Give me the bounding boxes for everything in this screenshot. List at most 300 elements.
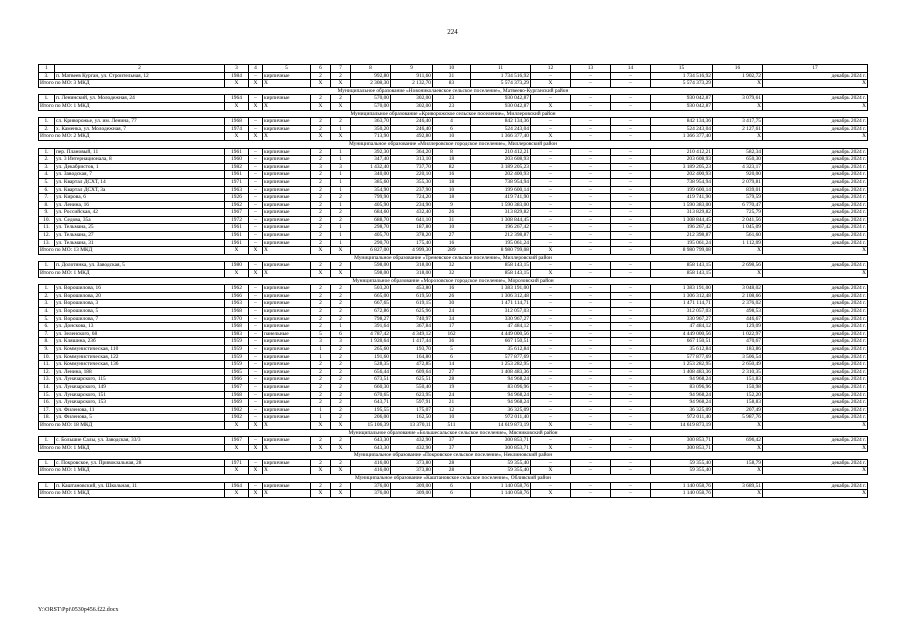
table-cell: кирпичные — [263, 345, 311, 353]
table-cell: – — [611, 148, 651, 156]
table-row — [39, 300, 868, 308]
total-row — [39, 490, 868, 498]
table-cell: 15. — [39, 391, 55, 399]
table-cell: 13. — [39, 376, 55, 384]
table-cell: 1 902,72 — [713, 72, 763, 80]
table-cell: 2 — [311, 148, 331, 156]
table-cell: 2 — [311, 437, 331, 445]
column-number-cell: 5 — [263, 65, 311, 73]
table-cell: 31 — [433, 72, 471, 80]
column-number-cell: 10 — [433, 65, 471, 73]
table-cell: 26 — [433, 209, 471, 217]
table-cell: 28 — [433, 376, 471, 384]
table-cell: ул. Декабристов, 1 — [55, 163, 225, 171]
table-cell: – — [611, 209, 651, 217]
table-cell: 673,51 — [351, 376, 391, 384]
table-cell: ул. Луначарского, 151 — [55, 391, 225, 399]
table-cell: 385,60 — [351, 178, 391, 186]
table-cell: 2 — [331, 353, 351, 361]
table-cell: 202 400,93 — [471, 171, 531, 179]
table-cell: 2 — [311, 156, 331, 164]
table-cell: – — [611, 194, 651, 202]
table-cell: 31 — [433, 216, 471, 224]
table-cell: 2 — [331, 368, 351, 376]
table-cell: декабрь 2024 г. — [763, 163, 868, 171]
table-cell: – — [571, 406, 611, 414]
table-cell: – — [571, 247, 611, 255]
table-cell: – — [611, 399, 651, 407]
table-cell: – — [571, 232, 611, 240]
table-cell: 1959 — [225, 353, 249, 361]
column-number-cell: 6 — [311, 65, 331, 73]
table-cell: – — [611, 95, 651, 103]
table-cell: 5 987,76 — [713, 414, 763, 422]
table-cell: 972 011,40 — [651, 414, 713, 422]
table-cell: – — [611, 330, 651, 338]
table-cell: кирпичные — [263, 292, 311, 300]
table-cell: – — [531, 391, 571, 399]
table-cell: 4 349,12 — [391, 330, 433, 338]
table-cell: 16 — [433, 239, 471, 247]
table-cell: 175,07 — [391, 406, 433, 414]
total-label-cell: Итого по МО: 18 МКД — [39, 421, 225, 429]
table-cell: 524 243,04 — [651, 125, 713, 133]
table-cell: пер. Плановый, 11 — [55, 148, 225, 156]
table-cell: 1926 — [225, 194, 249, 202]
table-cell: 364,20 — [391, 148, 433, 156]
table-cell: 839,01 — [713, 186, 763, 194]
table-cell: 5 574 373,29 — [471, 80, 531, 88]
table-cell: 1 408 483,36 — [651, 368, 713, 376]
table-cell: 3 417,75 — [713, 118, 763, 126]
table-cell: – — [571, 270, 611, 278]
table-cell: кирпичные — [263, 232, 311, 240]
table-cell: кирпичные — [263, 224, 311, 232]
table-cell: 524 243,04 — [471, 125, 531, 133]
section-heading-row — [39, 452, 868, 460]
table-cell: X — [263, 421, 311, 429]
table-cell: кирпичные — [263, 323, 311, 331]
table-cell: 419 741,90 — [651, 194, 713, 202]
table-cell: 2 — [331, 209, 351, 217]
table-cell: 1959 — [225, 361, 249, 369]
table-cell: 3. — [39, 300, 55, 308]
table-cell: кирпичные — [263, 414, 311, 422]
table-row — [39, 209, 868, 217]
table-cell: – — [531, 216, 571, 224]
total-row — [39, 444, 868, 452]
table-cell: 2 — [311, 178, 331, 186]
table-cell: 8 980 799,08 — [471, 247, 531, 255]
table-cell: 2 — [311, 308, 331, 316]
table-cell: – — [611, 308, 651, 316]
table-cell: 391,64 — [351, 323, 391, 331]
table-cell: 37 — [433, 437, 471, 445]
table-cell: – — [571, 300, 611, 308]
table-cell: 6 — [433, 482, 471, 490]
table-cell: 2 — [311, 361, 331, 369]
table-cell: X — [331, 467, 351, 475]
table-cell: – — [571, 459, 611, 467]
table-cell: кирпичные — [263, 178, 311, 186]
table-cell: 405,90 — [351, 201, 391, 209]
table-cell: – — [571, 338, 611, 346]
table-cell: 94 968,24 — [651, 391, 713, 399]
table-cell: – — [531, 308, 571, 316]
table-cell: – — [249, 406, 263, 414]
table-cell: 220,10 — [391, 171, 433, 179]
table-cell: 740,97 — [391, 315, 433, 323]
table-cell: ул. Коммунистическая, 136 — [55, 361, 225, 369]
table-cell: декабрь 2024 г. — [763, 148, 868, 156]
table-cell: X — [763, 467, 868, 475]
housing-register-table — [38, 64, 868, 498]
table-cell: 199 600,14 — [651, 186, 713, 194]
table-cell: X — [311, 247, 331, 255]
column-number-cell: 12 — [531, 65, 571, 73]
table-cell: 2 — [311, 482, 331, 490]
table-cell: кирпичные — [263, 482, 311, 490]
table-cell: – — [571, 345, 611, 353]
table-cell: 5 — [433, 345, 471, 353]
table-cell: – — [531, 209, 571, 217]
table-cell: 432,40 — [391, 209, 433, 217]
table-cell: 16. — [39, 399, 55, 407]
table-cell: X — [331, 247, 351, 255]
table-cell: 930 042,87 — [471, 102, 531, 110]
table-cell: – — [249, 300, 263, 308]
table-cell: – — [531, 262, 571, 270]
table-cell: 36 — [433, 338, 471, 346]
table-cell: – — [611, 383, 651, 391]
table-cell: – — [531, 353, 571, 361]
table-cell: 9. — [39, 209, 55, 217]
table-cell: 23 — [433, 102, 471, 110]
table-cell: – — [571, 467, 611, 475]
table-cell: X — [311, 102, 331, 110]
table-cell: 302,00 — [391, 102, 433, 110]
table-cell: 10 — [433, 133, 471, 141]
table-cell: 15 106,39 — [351, 421, 391, 429]
table-cell: – — [611, 315, 651, 323]
table-cell: – — [611, 300, 651, 308]
table-cell: 1960 — [225, 156, 249, 164]
table-cell: 376,00 — [351, 482, 391, 490]
table-cell: – — [531, 292, 571, 300]
table-cell: 1 383 191,00 — [471, 285, 531, 293]
table-cell: 724,20 — [391, 194, 433, 202]
table-cell: 203 608,93 — [471, 156, 531, 164]
table-cell: декабрь 2024 г. — [763, 239, 868, 247]
table-cell: 5. — [39, 315, 55, 323]
table-cell: 2 — [311, 232, 331, 240]
table-cell: – — [531, 406, 571, 414]
table-cell: 9 — [433, 201, 471, 209]
table-cell: 453,80 — [391, 285, 433, 293]
section-heading: Муниципальное образование «Морозовское городское поселение», Морозовский район — [39, 277, 868, 285]
table-cell: – — [249, 292, 263, 300]
table-cell: – — [531, 95, 571, 103]
table-cell: – — [571, 414, 611, 422]
table-cell: декабрь 2024 г. — [763, 353, 868, 361]
table-cell: – — [531, 459, 571, 467]
table-cell: 309,00 — [391, 482, 433, 490]
section-heading-row — [39, 475, 868, 483]
table-row — [39, 437, 868, 445]
table-cell: 18. — [39, 414, 55, 422]
table-cell: 432,90 — [391, 444, 433, 452]
table-cell: п. Каштановский, ул. Школьная, 11 — [55, 482, 225, 490]
table-cell: – — [571, 262, 611, 270]
table-cell: 373,80 — [391, 459, 433, 467]
table-cell: 3. — [39, 163, 55, 171]
table-cell: X — [311, 490, 331, 498]
table-cell: X — [531, 421, 571, 429]
table-cell: – — [531, 201, 571, 209]
table-cell: – — [611, 270, 651, 278]
table-cell: декабрь 2024 г. — [763, 399, 868, 407]
table-cell: 3 079,61 — [713, 95, 763, 103]
table-cell: 2 650,49 — [713, 361, 763, 369]
table-cell: 528,35 — [351, 361, 391, 369]
table-cell: 196 267,42 — [471, 224, 531, 232]
table-row — [39, 148, 868, 156]
table-row — [39, 95, 868, 103]
table-cell: – — [571, 490, 611, 498]
table-cell: 35 612,84 — [651, 345, 713, 353]
table-cell: X — [713, 444, 763, 452]
table-cell: кирпичные — [263, 118, 311, 126]
table-cell: X — [249, 247, 263, 255]
table-cell: 1. — [39, 118, 55, 126]
table-cell: 300 853,71 — [471, 437, 531, 445]
table-cell: 36 325,09 — [471, 406, 531, 414]
table-cell: 577 877,69 — [471, 353, 531, 361]
table-cell: – — [249, 262, 263, 270]
table-row — [39, 178, 868, 186]
table-cell: 619,50 — [391, 292, 433, 300]
table-cell: 392,30 — [351, 148, 391, 156]
table-cell: – — [531, 399, 571, 407]
column-number-row — [39, 65, 868, 73]
table-cell: 1. — [39, 262, 55, 270]
table-cell: 347,40 — [351, 156, 391, 164]
table-cell: – — [611, 201, 651, 209]
table-cell: 446,67 — [713, 315, 763, 323]
table-cell: 367,84 — [391, 323, 433, 331]
table-cell: 363,70 — [351, 118, 391, 126]
table-cell: х. Каменка, ул. Молодежная, 7 — [55, 125, 225, 133]
table-cell: 1 — [331, 186, 351, 194]
table-cell: 162 — [433, 330, 471, 338]
table-cell: кирпичные — [263, 186, 311, 194]
table-row — [39, 156, 868, 164]
table-cell: X — [311, 270, 331, 278]
table-cell: 3 048,02 — [713, 285, 763, 293]
table-cell: кирпичные — [263, 353, 311, 361]
table-cell: 550,40 — [391, 383, 433, 391]
table-cell: – — [531, 368, 571, 376]
table-row — [39, 399, 868, 407]
table-cell: – — [249, 338, 263, 346]
table-cell: 405,70 — [351, 232, 391, 240]
table-cell: 2 — [331, 216, 351, 224]
table-cell: 1 — [331, 125, 351, 133]
table-cell: 2 — [311, 239, 331, 247]
table-cell: 930 042,87 — [651, 95, 713, 103]
table-cell: – — [611, 133, 651, 141]
table-cell: 1959 — [225, 345, 249, 353]
table-cell: – — [249, 148, 263, 156]
table-cell: 12. — [39, 368, 55, 376]
table-cell: 2 — [331, 399, 351, 407]
table-cell: 6 827,00 — [351, 247, 391, 255]
table-cell: – — [611, 239, 651, 247]
table-cell: – — [531, 125, 571, 133]
table-cell: 94 968,24 — [471, 391, 531, 399]
table-cell: X — [331, 80, 351, 88]
table-cell: 210 412,21 — [471, 148, 531, 156]
table-cell: X — [763, 490, 868, 498]
table-cell: 1 432,40 — [351, 163, 391, 171]
table-cell: 2 — [331, 72, 351, 80]
table-cell: п. Долотинка, ул. Заводская, 5 — [55, 262, 225, 270]
table-cell: декабрь 2024 г. — [763, 292, 868, 300]
table-cell: 202 400,93 — [651, 171, 713, 179]
table-cell: – — [611, 72, 651, 80]
table-cell: – — [249, 391, 263, 399]
table-cell: 83 096,96 — [651, 383, 713, 391]
table-cell: 2 — [311, 209, 331, 217]
table-cell: X — [763, 247, 868, 255]
section-heading-row — [39, 110, 868, 118]
table-cell: 498,53 — [713, 308, 763, 316]
table-cell: 1968 — [225, 308, 249, 316]
table-cell: 3 189 205,23 — [471, 163, 531, 171]
table-cell: ул. Кляшина, 23б — [55, 338, 225, 346]
table-cell: ул. Тельмана, 31 — [55, 239, 225, 247]
table-cell: декабрь 2024 г. — [763, 414, 868, 422]
table-cell: 12 — [433, 406, 471, 414]
table-cell: 738 954,94 — [471, 178, 531, 186]
table-cell: п. Ленинский, ул. Молодежная, 24 — [55, 95, 225, 103]
table-cell: 1980 — [225, 262, 249, 270]
table-cell: 246,40 — [391, 118, 433, 126]
table-cell: – — [571, 285, 611, 293]
table-cell: 2 — [331, 361, 351, 369]
footer-file-path: Y:\ORST\Ppi\0530p456.f22.docx — [38, 607, 119, 613]
table-cell: 2 — [311, 224, 331, 232]
table-cell: декабрь 2024 г. — [763, 171, 868, 179]
table-cell: 378,20 — [391, 232, 433, 240]
table-cell: 10 — [433, 186, 471, 194]
table-cell: декабрь 2024 г. — [763, 95, 868, 103]
table-cell: 1 — [311, 406, 331, 414]
table-cell: 4 999,30 — [391, 247, 433, 255]
table-cell: – — [611, 414, 651, 422]
table-cell: кирпичные — [263, 399, 311, 407]
table-cell: 4. — [39, 308, 55, 316]
table-cell: 212 398,87 — [471, 232, 531, 240]
table-cell: 10 — [433, 224, 471, 232]
table-cell: 2 — [311, 216, 331, 224]
table-cell: декабрь 2024 г. — [763, 125, 868, 133]
table-cell: 1967 — [225, 383, 249, 391]
table-cell: кирпичные — [263, 262, 311, 270]
table-cell: 577 877,69 — [651, 353, 713, 361]
table-cell: декабрь 2024 г. — [763, 224, 868, 232]
table-cell: 4 — [433, 118, 471, 126]
table-cell: 1983 — [225, 330, 249, 338]
table-cell: 196 267,42 — [651, 224, 713, 232]
table-cell: – — [249, 201, 263, 209]
table-cell: декабрь 2024 г. — [763, 178, 868, 186]
table-cell: 6 770,47 — [713, 201, 763, 209]
table-cell: – — [611, 490, 651, 498]
table-cell: X — [249, 421, 263, 429]
table-cell: – — [571, 292, 611, 300]
table-cell: 32 — [433, 270, 471, 278]
table-cell: 7. — [39, 330, 55, 338]
table-cell: – — [571, 239, 611, 247]
table-cell: 2 — [311, 118, 331, 126]
table-cell: 2 — [331, 315, 351, 323]
table-cell: – — [611, 163, 651, 171]
table-cell: 195,55 — [351, 406, 391, 414]
table-cell: 2 108,66 — [713, 292, 763, 300]
table-cell: – — [249, 376, 263, 384]
table-cell: – — [531, 414, 571, 422]
table-cell: – — [571, 383, 611, 391]
table-cell: кирпичные — [263, 156, 311, 164]
table-cell: 930 042,87 — [651, 102, 713, 110]
table-cell: декабрь 2024 г. — [763, 300, 868, 308]
table-cell: 2 — [331, 414, 351, 422]
table-cell: 8. — [39, 201, 55, 209]
table-cell: кирпичные — [263, 171, 311, 179]
total-row — [39, 270, 868, 278]
table-cell: ул. Коммунистическая, 122 — [55, 353, 225, 361]
table-cell: X — [531, 133, 571, 141]
total-label-cell: Итого по МО: 1 МКД — [39, 102, 225, 110]
table-cell: 2 — [331, 262, 351, 270]
table-cell: 2 — [311, 285, 331, 293]
table-cell: кирпичные — [263, 437, 311, 445]
table-cell: 14 619 873,19 — [651, 421, 713, 429]
table-cell: 561,60 — [713, 232, 763, 240]
table-cell: – — [611, 102, 651, 110]
table-cell: 1. — [39, 459, 55, 467]
table-cell: 799,90 — [351, 194, 391, 202]
table-cell: 2 — [311, 125, 331, 133]
table-cell: ул. Луначарского, 149 — [55, 383, 225, 391]
table-cell: – — [611, 171, 651, 179]
table-cell: 1 928,64 — [351, 338, 391, 346]
table-row — [39, 482, 868, 490]
table-row — [39, 239, 868, 247]
table-cell: 1966 — [225, 292, 249, 300]
table-cell: ул. Зеленского, 68 — [55, 330, 225, 338]
table-row — [39, 171, 868, 179]
table-cell: ул. Ворошилова, 5 — [55, 308, 225, 316]
table-cell: 158,79 — [713, 459, 763, 467]
table-cell: – — [249, 171, 263, 179]
table-cell: – — [531, 383, 571, 391]
table-cell: кирпичные — [263, 300, 311, 308]
table-cell: – — [249, 315, 263, 323]
table-cell: 511 — [433, 421, 471, 429]
table-cell: 641,10 — [391, 216, 433, 224]
